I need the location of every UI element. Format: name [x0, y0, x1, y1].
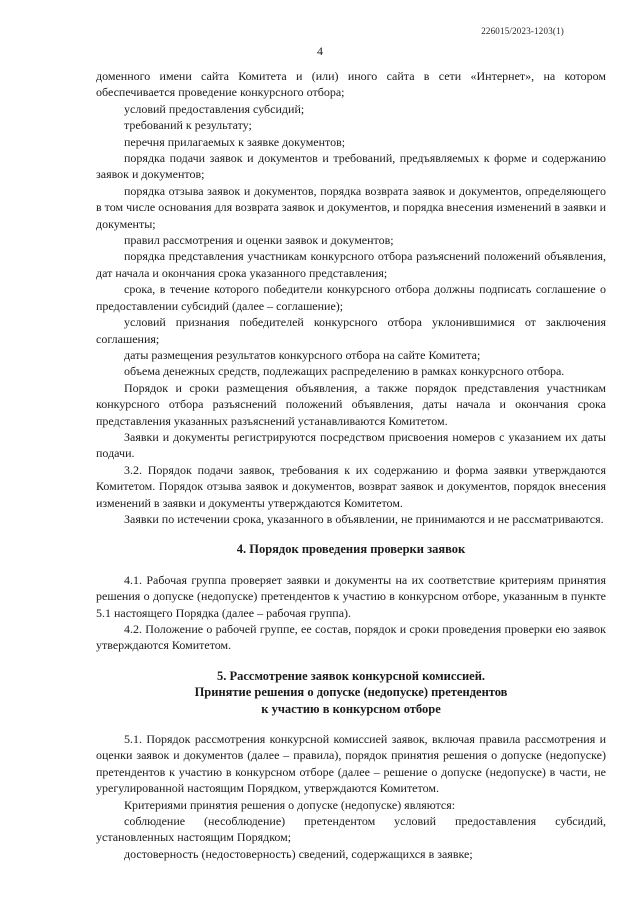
paragraph: доменного имени сайта Комитета и (или) иного сайта в сети «Интернет», на котором обеспечивается проведение конкурсного отбора;: [96, 69, 606, 100]
list-item: порядка отзыва заявок и документов, порядка возврата заявок и документов, определяющего в том числе основания для возврата заявок и документов, и порядка внесения изменений в заявки и документы;: [96, 183, 606, 231]
section-5-title-line: Принятие решения о допуске (недопуске) претендентов: [194, 685, 508, 700]
document-body: [96, 68, 606, 862]
document-id: 226015/2023-1203(1): [481, 26, 564, 36]
list-item: срока, в течение которого победители конкурсного отбора должны подписать соглашение о предоставлении субсидий (далее – соглашение);: [96, 282, 606, 313]
section-4-heading: [96, 541, 606, 557]
clause-5-1: 5.1. Порядок рассмотрения конкурсной комиссией заявок, включая правила рассмотрения и оценки заявок и документов (далее – правила), порядок принятия решения о допуске (недопуске) претендентов к участию в конкурсном отборе (далее – решение о допуске (недопуске) в части, не урегулированной настоящим Порядком, утверждаются Комитетом.: [96, 732, 606, 796]
section-5-heading: [96, 668, 606, 717]
clause-3-2: 3.2. Порядок подачи заявок, требования к их содержанию и форма заявки утверждаются Комитетом. Порядок отзыва заявок и документов, возврат заявок и документов, порядок внесения изменений в заявки и документы утверждаются Комитетом.: [96, 462, 606, 510]
list-item: перечня прилагаемых к заявке документов;: [124, 134, 346, 149]
section-4-title: 4. Порядок проведения проверки заявок: [236, 542, 466, 557]
list-item: порядка представления участникам конкурсного отбора разъяснений положений объявления, дат начала и окончания срока указанного представления;: [96, 249, 606, 280]
clause-4-2: 4.2. Положение о рабочей группе, ее состав, порядок и сроки проведения проверки ею заявок утверждаются Комитетом.: [96, 622, 606, 653]
list-item: объема денежных средств, подлежащих распределению в рамках конкурсного отбора.: [124, 364, 565, 379]
list-item: требований к результату;: [124, 118, 252, 133]
list-item: даты размещения результатов конкурсного отбора на сайте Комитета;: [124, 347, 481, 362]
section-5-title-line: 5. Рассмотрение заявок конкурсной комиссией.: [216, 668, 486, 683]
paragraph: Критериями принятия решения о допуске (недопуске) являются:: [124, 797, 456, 812]
clause-4-1: 4.1. Рабочая группа проверяет заявки и документы на их соответствие критериям принятия решения о допуске (недопуске) претендентов к участию в конкурсном отборе, указанным в пункте 5.1 настоящего Порядка (далее – рабочая группа).: [96, 572, 606, 620]
paragraph: Порядок и сроки размещения объявления, а также порядок представления участникам конкурсного отбора разъяснений положений объявления, даты начала и окончания срока представления указанных разъяснений устанавливаются Комитетом.: [96, 380, 606, 428]
list-item: правил рассмотрения и оценки заявок и документов;: [124, 233, 394, 248]
list-item: достоверность (недостоверность) сведений, содержащихся в заявке;: [124, 846, 473, 861]
paragraph: Заявки и документы регистрируются посредством присвоения номеров с указанием их даты подачи.: [96, 429, 606, 461]
paragraph: Заявки по истечении срока, указанного в объявлении, не принимаются и не рассматриваются.: [124, 511, 604, 526]
list-item: условий предоставления субсидий;: [124, 101, 305, 116]
section-5-title-line: к участию в конкурсном отборе: [261, 701, 441, 716]
list-item: порядка подачи заявок и документов и требований, предъявляемых к форме и содержанию заявок и документов;: [96, 151, 606, 182]
list-item: соблюдение (несоблюдение) претендентом условий предоставления субсидий, установленных настоящим Порядком;: [96, 814, 606, 845]
page-number: 4: [317, 44, 323, 58]
list-item: условий признания победителей конкурсного отбора уклонившимися от заключения соглашения;: [96, 315, 606, 346]
